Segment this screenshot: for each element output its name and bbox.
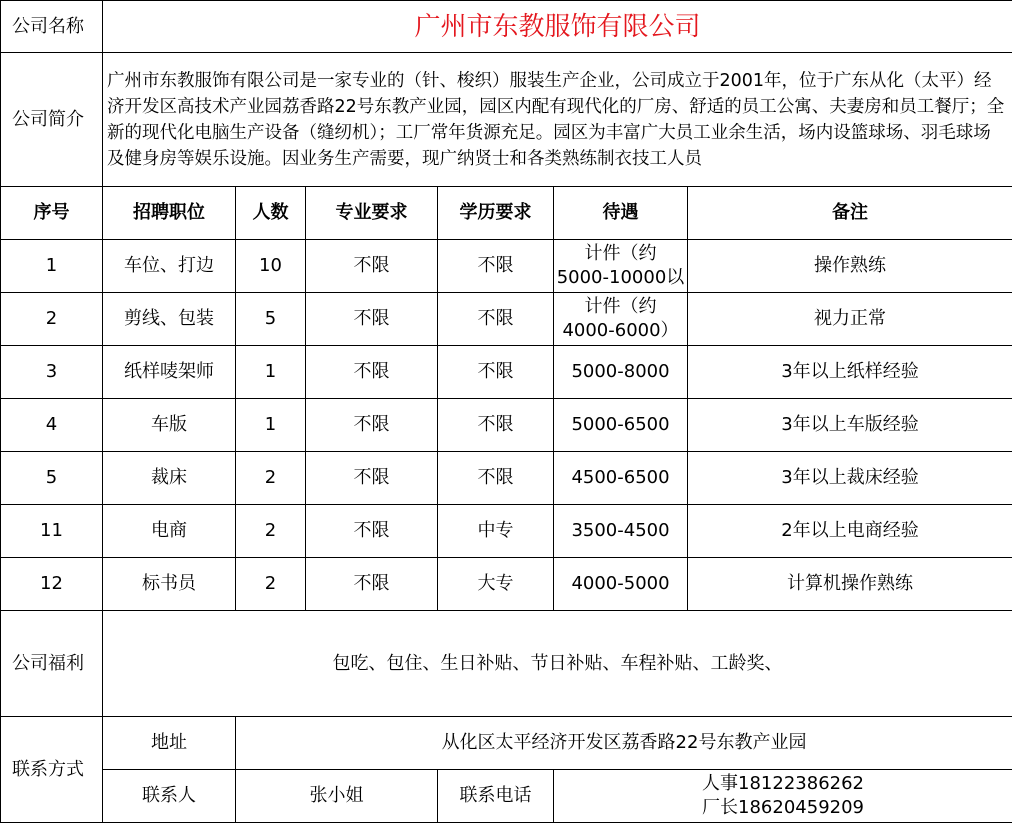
table-row [1, 346, 1012, 399]
table-row [1, 558, 1012, 611]
row-major: 不限 [306, 399, 438, 452]
row-count: 5 [236, 293, 306, 346]
contact-person-value: 张小姐 [236, 770, 438, 823]
row-no: 11 [1, 505, 103, 558]
row-major: 不限 [306, 346, 438, 399]
contact-label: 联系方式 [1, 717, 103, 823]
benefits-row [1, 611, 1012, 717]
address-value: 从化区太平经济开发区荔香路22号东教产业园 [236, 717, 1012, 770]
company-intro-text: 广州市东教服饰有限公司是一家专业的（针、梭织）服装生产企业，公司成立于2001年，位于广东从化（太平）经济开发区高技术产业园荔香路22号东教产业园，园区内配有现代化的厂房、舒适的员工公寓、夫妻房和员工餐厅；全新的现代化电脑生产设备（缝纫机）；工厂常年货源充足。园区为丰富广大员工业余生活，场内设篮球场、羽毛球场及健身房等娱乐设施。因业务生产需要，现广纳贤士和各类熟练制衣技工人员 [103, 53, 1012, 187]
row-salary: 4000-5000 [554, 558, 688, 611]
company-name-label: 公司名称 [1, 1, 103, 53]
row-education: 中专 [438, 505, 554, 558]
phone-factory: 厂长18620459209 [702, 797, 865, 818]
table-row [1, 240, 1012, 293]
row-position: 纸样唛架师 [103, 346, 236, 399]
row-count: 1 [236, 399, 306, 452]
salary-line-2: 4000-6000） [562, 320, 679, 341]
row-salary: 5000-8000 [554, 346, 688, 399]
row-no: 1 [1, 240, 103, 293]
company-intro-row [1, 53, 1012, 187]
row-count: 10 [236, 240, 306, 293]
contact-phone-label: 联系电话 [438, 770, 554, 823]
row-major: 不限 [306, 558, 438, 611]
header-education: 学历要求 [438, 187, 554, 240]
row-note: 操作熟练 [688, 240, 1012, 293]
row-no: 2 [1, 293, 103, 346]
header-position: 招聘职位 [103, 187, 236, 240]
row-count: 2 [236, 505, 306, 558]
row-position: 电商 [103, 505, 236, 558]
header-note: 备注 [688, 187, 1012, 240]
row-position: 标书员 [103, 558, 236, 611]
benefits-text: 包吃、包住、生日补贴、节日补贴、车程补贴、工龄奖、 [103, 611, 1012, 717]
row-salary [554, 293, 688, 346]
table-row [1, 505, 1012, 558]
row-major: 不限 [306, 240, 438, 293]
company-name-title: 广州市东教服饰有限公司 [103, 1, 1012, 53]
salary-line-1: 计件（约 [584, 296, 657, 317]
row-salary: 5000-6500 [554, 399, 688, 452]
benefits-label: 公司福利 [1, 611, 103, 717]
salary-line-2: 5000-10000以 [556, 267, 685, 288]
address-row [1, 717, 1012, 770]
row-education: 不限 [438, 346, 554, 399]
header-count: 人数 [236, 187, 306, 240]
row-position: 车版 [103, 399, 236, 452]
row-count: 2 [236, 452, 306, 505]
header-major: 专业要求 [306, 187, 438, 240]
row-major: 不限 [306, 452, 438, 505]
header-no: 序号 [1, 187, 103, 240]
row-note: 3年以上纸样经验 [688, 346, 1012, 399]
row-no: 3 [1, 346, 103, 399]
table-header-row [1, 187, 1012, 240]
company-intro-label: 公司简介 [1, 53, 103, 187]
row-position: 裁床 [103, 452, 236, 505]
row-count: 1 [236, 346, 306, 399]
row-position: 剪线、包装 [103, 293, 236, 346]
row-no: 4 [1, 399, 103, 452]
row-education: 不限 [438, 399, 554, 452]
row-position: 车位、打边 [103, 240, 236, 293]
row-count: 2 [236, 558, 306, 611]
phone-hr: 人事18122386262 [702, 773, 865, 794]
row-salary: 4500-6500 [554, 452, 688, 505]
row-education: 不限 [438, 240, 554, 293]
row-note: 3年以上车版经验 [688, 399, 1012, 452]
table-row [1, 293, 1012, 346]
row-note: 视力正常 [688, 293, 1012, 346]
salary-line-1: 计件（约 [584, 243, 657, 264]
header-salary: 待遇 [554, 187, 688, 240]
contact-person-label: 联系人 [103, 770, 236, 823]
row-note: 3年以上裁床经验 [688, 452, 1012, 505]
row-major: 不限 [306, 293, 438, 346]
row-education: 大专 [438, 558, 554, 611]
contact-phone-value [554, 770, 1012, 823]
address-label: 地址 [103, 717, 236, 770]
row-major: 不限 [306, 505, 438, 558]
table-row [1, 399, 1012, 452]
row-note: 2年以上电商经验 [688, 505, 1012, 558]
row-salary: 3500-4500 [554, 505, 688, 558]
contact-person-row [1, 770, 1012, 823]
row-education: 不限 [438, 293, 554, 346]
row-salary [554, 240, 688, 293]
company-name-row [1, 1, 1012, 53]
row-note: 计算机操作熟练 [688, 558, 1012, 611]
row-education: 不限 [438, 452, 554, 505]
table-row [1, 452, 1012, 505]
row-no: 5 [1, 452, 103, 505]
row-no: 12 [1, 558, 103, 611]
